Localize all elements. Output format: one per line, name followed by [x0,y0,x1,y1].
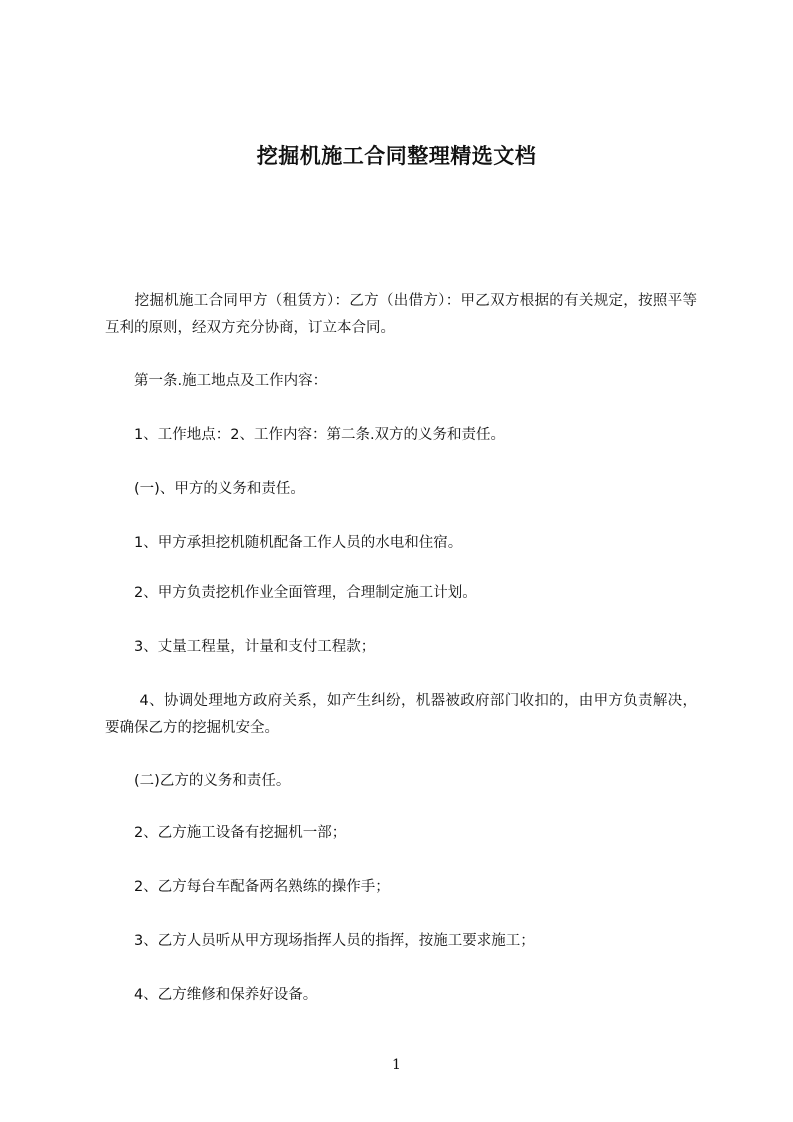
paragraph-party-b-item-2: 2、乙方每台车配备两名熟练的操作手； [105,879,390,895]
paragraph-party-a-item-4: 4、协调处理地方政府关系，如产生纠纷，机器被政府部门收扣的，由甲方负责解决，要确保乙方的挖掘机安全。 [105,693,697,736]
paragraph-party-a-item-2: 2、甲方负责挖机作业全面管理，合理制定施工计划。 [105,585,477,601]
paragraph-party-b-item-1: 2、乙方施工设备有挖掘机一部； [105,825,347,841]
paragraph-party-b-item-4: 4、乙方维修和保养好设备。 [105,987,318,1003]
paragraph-party-a-item-1: 1、甲方承担挖机随机配备工作人员的水电和住宿。 [105,535,463,551]
document-title: 挖掘机施工合同整理精选文档 [256,144,537,168]
paragraph-party-b-item-3: 3、乙方人员听从甲方现场指挥人员的指挥，按施工要求施工； [105,933,535,949]
paragraph-party-a-item-3: 3、丈量工程量，计量和支付工程款； [105,639,376,655]
paragraph-party-a-heading: (一)、甲方的义务和责任。 [105,481,305,497]
page-number: 1 [392,1057,401,1073]
paragraph-work-location: 1、工作地点：2、工作内容：第二条.双方的义务和责任。 [105,427,506,443]
paragraph-article-1: 第一条.施工地点及工作内容： [105,373,328,389]
paragraph-intro: 挖掘机施工合同甲方（租赁方）：乙方（出借方）：甲乙双方根据的有关规定，按照平等互利的原则，经双方充分协商，订立本合同。 [105,293,697,336]
paragraph-party-b-heading: (二)乙方的义务和责任。 [105,773,291,789]
